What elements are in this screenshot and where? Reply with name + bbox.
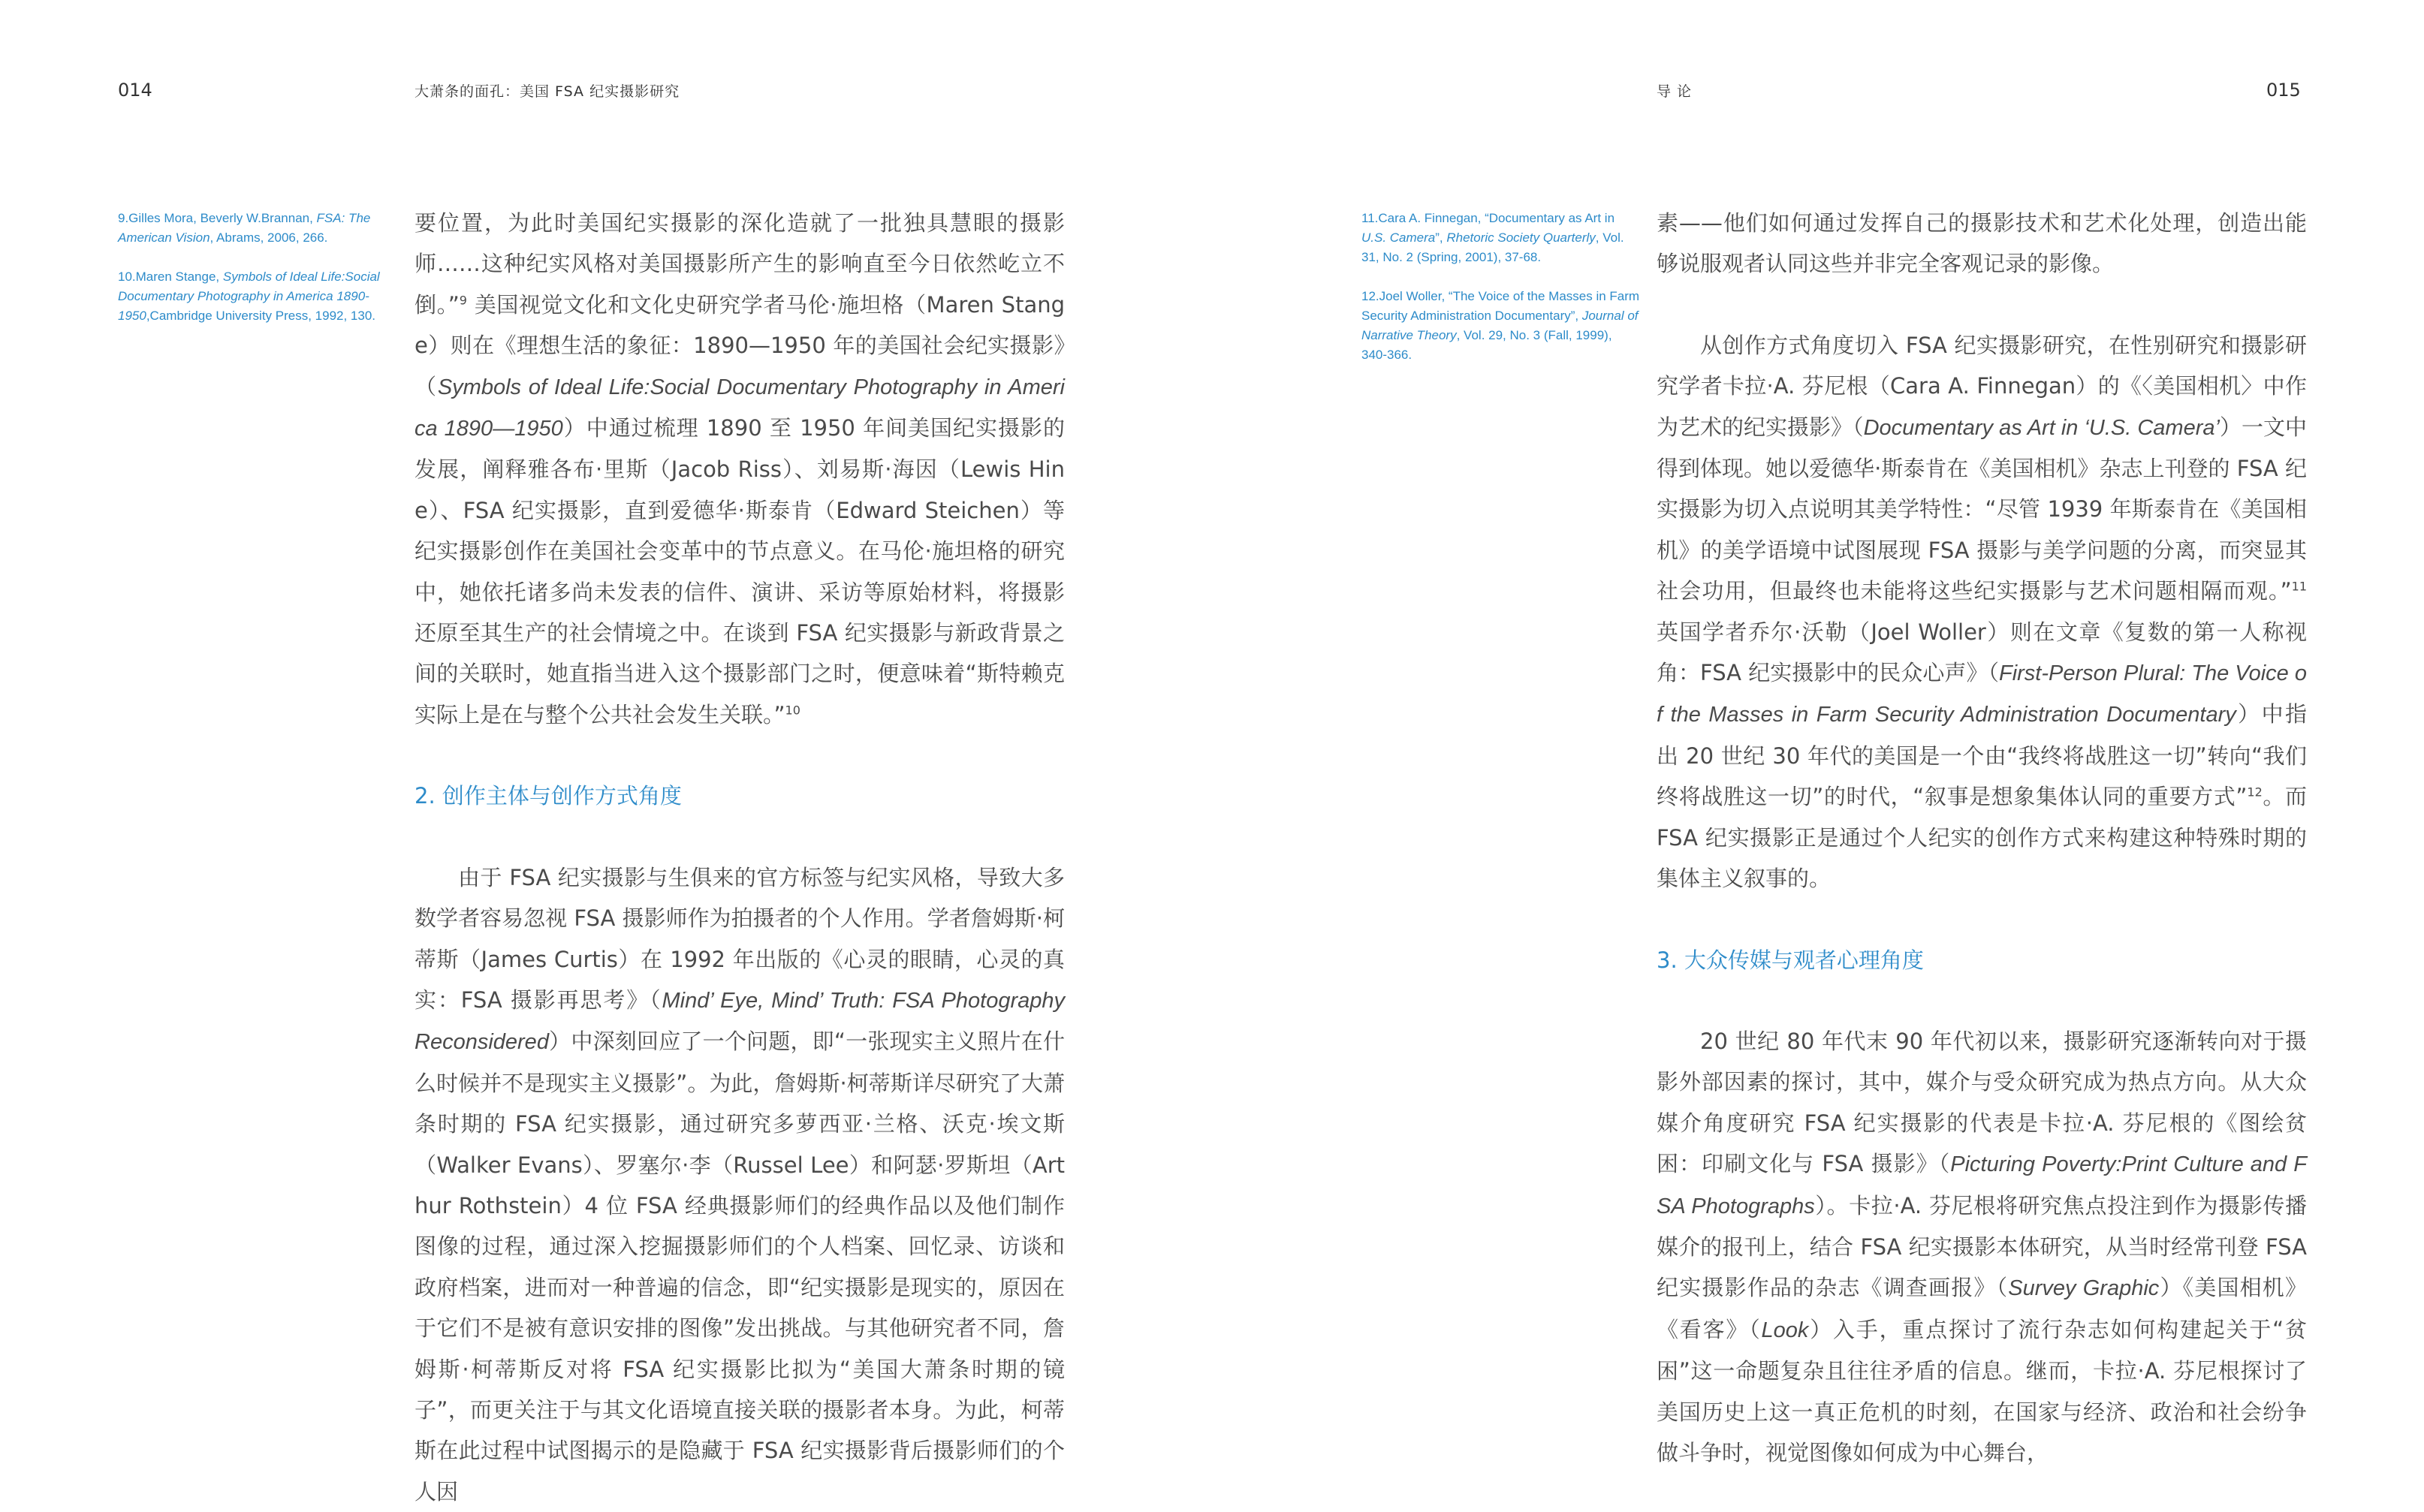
paragraph: 素——他们如何通过发挥自己的摄影技术和艺术化处理，创造出能够说服观者认同这些并非完全客观记录的影像。: [1657, 210, 2307, 277]
body-text-left: [415, 203, 1065, 1512]
right-page: [1212, 0, 2424, 1507]
footnote-11: 11.Cara A. Finnegan, “Documentary as Art in U.S. Camera”, Rhetoric Society Quarterly, Vol. 31, No. 2 (Spring, 2001), 37-68.: [1361, 211, 1624, 264]
paragraph: 由于 FSA 纪实摄影与生俱来的官方标签与纪实风格，导致大多数学者容易忽视 FSA 摄影师作为拍摄者的个人作用。学者詹姆斯·柯蒂斯（James Curtis）在 1992 年出版的《心灵的眼睛，心灵的真实：FSA 摄影再思考》（Mind’ Eye, Mind’ Truth: FSA Photography Reconsidered）中深刻回应了一个问题，即“一张现实主义照片在什么时候并不是现实主义摄影”。为此，詹姆斯·柯蒂斯详尽研究了大萧条时期的 FSA 纪实摄影，通过研究多萝西亚·兰格、沃克·埃文斯（Walker Evans）、罗塞尔·李（Russel Lee）和阿瑟·罗斯坦（Arthur Rothstein）4 位 FSA 经典摄影师们的经典作品以及他们制作图像的过程，通过深入挖掘摄影师们的个人档案、回忆录、访谈和政府档案，进而对一种普遍的信念，即“纪实摄影是现实的，原因在于它们不是被有意识安排的图像”发出挑战。与其他研究者不同，詹姆斯·柯蒂斯反对将 FSA 纪实摄影比拟为“美国大萧条时期的镜子”，而更关注于与其文化语境直接关联的摄影者本身。为此，柯蒂斯在此过程中试图揭示的是隐藏于 FSA 纪实摄影背后摄影师们的个人因: [415, 864, 1065, 1504]
footnote-12: 12.Joel Woller, “The Voice of the Masses in Farm Security Administration Documentary”, Journal of Narrative Theory, Vol. 29, No. 3 (Fall, 1999), 340-366.: [1361, 289, 1640, 362]
footnote-10: 10.Maren Stange, Symbols of Ideal Life:Social Documentary Photography in America 1890-1950,Cambridge University Press, 1992, 130.: [118, 270, 380, 323]
running-head-left: 大萧条的面孔：美国 FSA 纪实摄影研究: [415, 83, 680, 100]
paragraph: 20 世纪 80 年代末 90 年代初以来，摄影研究逐渐转向对于摄影外部因素的探讨，其中，媒介与受众研究成为热点方向。从大众媒介角度研究 FSA 纪实摄影的代表是卡拉·A. 芬尼根的《图绘贫困：印刷文化与 FSA 摄影》（Picturing Poverty:Print Culture and FSA Photographs）。卡拉·A. 芬尼根将研究焦点投注到作为摄影传播媒介的报刊上，结合 FSA 纪实摄影本体研究，从当时经常刊登 FSA 纪实摄影作品的杂志《调查画报》（Survey Graphic）《美国相机》《看客》（Look）入手，重点探讨了流行杂志如何构建起关于“贫困”这一命题复杂且往往矛盾的信息。继而，卡拉·A. 芬尼根探讨了美国历史上这一真正危机的时刻，在国家与经济、政治和社会纷争做斗争时，视觉图像如何成为中心舞台，: [1657, 1028, 2307, 1465]
side-notes-right: [1361, 209, 1641, 384]
section-heading-2: 2. 创作主体与创作方式角度: [415, 783, 682, 809]
running-head-right: 导 论: [1657, 83, 1693, 100]
section-heading-3: 3. 大众传媒与观者心理角度: [1657, 947, 1924, 973]
body-text-right: [1657, 203, 2307, 1473]
side-notes-left: [118, 209, 390, 345]
left-page: [0, 0, 1212, 1507]
footnote-9: 9.Gilles Mora, Beverly W.Brannan, FSA: The American Vision, Abrams, 2006, 266.: [118, 211, 371, 245]
page-number-left: 014: [118, 80, 152, 101]
page-number-right: 015: [2266, 80, 2301, 101]
paragraph: 要位置，为此时美国纪实摄影的深化造就了一批独具慧眼的摄影师……这种纪实风格对美国摄影所产生的影响直至今日依然屹立不倒。”$^9$ 美国视觉文化和文化史研究学者马伦·施坦格（Maren Stange）则在《理想生活的象征：1890—1950 年的美国社会纪实摄影》（Symbols of Ideal Life:Social Documentary Photography in America 1890—1950）中通过梳理 1890 至 1950 年间美国纪实摄影的发展，阐释雅各布·里斯（Jacob Riss）、刘易斯·海因（Lewis Hine）、FSA 纪实摄影，直到爱德华·斯泰肯（Edward Steichen）等纪实摄影创作在美国社会变革中的节点意义。在马伦·施坦格的研究中，她依托诸多尚未发表的信件、演讲、采访等原始材料，将摄影还原至其生产的社会情境之中。在谈到 FSA 纪实摄影与新政背景之间的关联时，她直指当进入这个摄影部门之时，便意味着“斯特赖克实际上是在与整个公共社会发生关联。”$^{10}$: [415, 210, 1066, 727]
paragraph: 从创作方式角度切入 FSA 纪实摄影研究，在性别研究和摄影研究学者卡拉·A. 芬尼根（Cara A. Finnegan）的《〈美国相机〉中作为艺术的纪实摄影》（Documentary as Art in ‘U.S. Camera’）一文中得到体现。她以爱德华·斯泰肯在《美国相机》杂志上刊登的 FSA 纪实摄影为切入点说明其美学特性：“尽管 1939 年斯泰肯在《美国相机》的美学语境中试图展现 FSA 摄影与美学问题的分离，而突显其社会功用，但最终也未能将这些纪实摄影与艺术问题相隔而观。”$^{11}$ 英国学者乔尔·沃勒（Joel Woller）则在文章《复数的第一人称视角：FSA 纪实摄影中的民众心声》（First-Person Plural: The Voice of the Masses in Farm Security Administration Documentary）中指出 20 世纪 30 年代的美国是一个由“我终将战胜这一切”转向“我们终将战胜这一切”的时代，“叙事是想象集体认同的重要方式”$^{12}$。而 FSA 纪实摄影正是通过个人纪实的创作方式来构建这种特殊时期的集体主义叙事的。: [1657, 332, 2307, 892]
